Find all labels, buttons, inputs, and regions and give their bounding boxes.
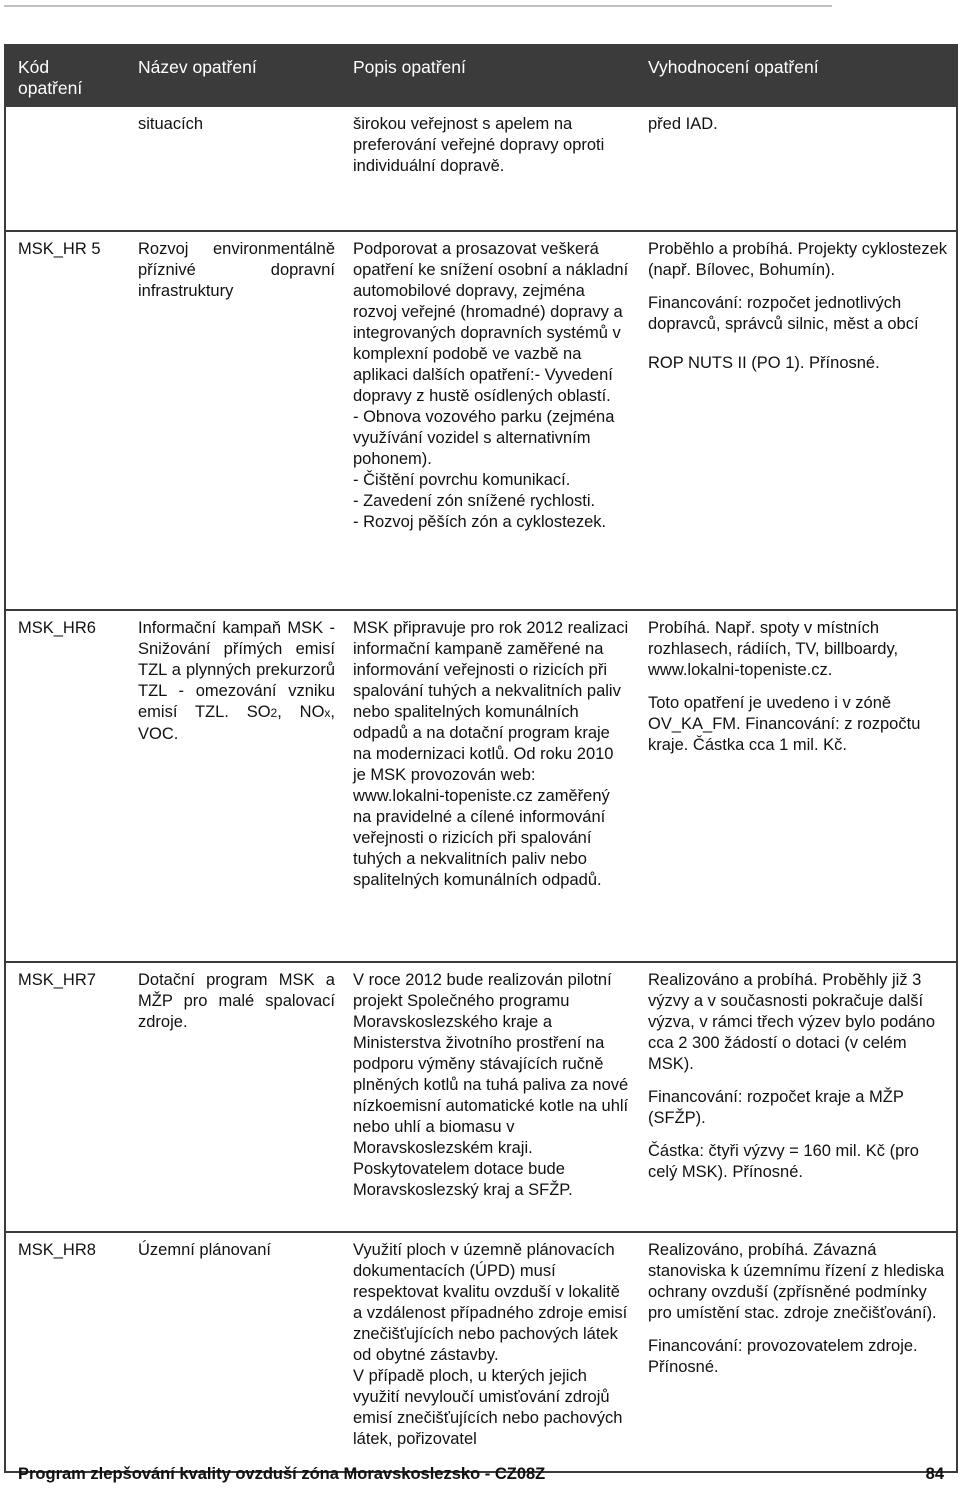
table-row — [5, 231, 957, 610]
row-evaluation: Proběhlo a probíhá. Projekty cyklostezek (např. Bílovec, Bohumín). Financování: rozpočet jednotlivých dopravců, správců silnic, měst a obcí ROP NUTS II (PO 1). Přínosné. — [636, 231, 957, 610]
row-description: Využití ploch v územně plánovacích dokumentacích (ÚPD) musí respektovat kvalitu ovzduší v lokalitě a vzdálenost případného zdroje emisí znečišťujících nebo pachových látek od obytné zástavby. V případě ploch, u kterých jejich využití nevyloučí umisťování zdrojů emisí znečišťujících nebo pachových látek, pořizovatel — [341, 1232, 636, 1472]
footer-title: Program zlepšování kvality ovzduší zóna Moravskoslezsko - CZ08Z — [18, 1465, 546, 1483]
header-description: Popis opatření — [341, 44, 636, 107]
row-evaluation: Realizováno, probíhá. Závazná stanoviska k územnímu řízení z hlediska ochrany ovzduší (zpřísněné podmínky pro umístění stac. zdroje znečišťování). Financování: provozovatelem zdroje. Přínosné. — [636, 1232, 957, 1472]
row-evaluation: před IAD. — [636, 107, 957, 231]
row-name: situacích — [138, 115, 204, 133]
table-row — [5, 107, 957, 231]
top-rule — [4, 5, 832, 7]
row-description: MSK připravuje pro rok 2012 realizaci informační kampaně zaměřené na informování veřejnosti o rizicích při spalování tuhých a nekvalitních paliv nebo spalitelných komunálních odpadů a na dotační program kraje na modernizaci kotlů. Od roku 2010 je MSK provozován web: www.lokalni-topeniste.cz zaměřený na pravidelné a cílené informování veřejnosti o rizicích při spalování tuhých a nekvalitních paliv nebo spalitelných komunálních odpadů. — [341, 610, 636, 962]
row-name: Územní plánovaní — [126, 1232, 341, 1472]
row-name: Rozvoj environmentálně příznivé dopravní infrastruktury — [126, 231, 341, 610]
table-row — [5, 610, 957, 962]
row-description: V roce 2012 bude realizován pilotní projekt Společného programu Moravskoslezského kraje a Ministerstva životního prostření na podporu výměny stávajících ručně plněných kotlů na tuhá paliva za nové nízkoemisní automatické kotle na uhlí nebo uhlí a biomasu v Moravskoslezském kraji. Poskytovatelem dotace bude Moravskoslezský kraj a SFŽP. — [341, 962, 636, 1232]
page-footer — [18, 1465, 944, 1484]
table-row — [5, 1232, 957, 1472]
row-description: Podporovat a prosazovat veškerá opatření ke snížení osobní a nákladní automobilové dopravy, zejména rozvoj veřejné (hromadné) dopravy a integrovaných dopravních systémů v komplexní podobě ve vazbě na aplikaci dalších opatření:- Vyvedení dopravy z hustě osídlených oblastí. - Obnova vozového parku (zejména využívání vozidel s alternativním pohonem). - Čištění povrchu komunikací. - Zavedení zón snížené rychlosti. - Rozvoj pěších zón a cyklostezek. — [341, 231, 636, 610]
row-code: MSK_HR7 — [5, 962, 126, 1232]
row-description: širokou veřejnost s apelem na preferování veřejné dopravy oproti individuální dopravě. — [353, 115, 605, 175]
table-row — [5, 962, 957, 1232]
row-code: MSK_HR8 — [5, 1232, 126, 1472]
header-code: Kód opatření — [5, 44, 126, 107]
row-evaluation: Realizováno a probíhá. Proběhly již 3 výzvy a v současnosti pokračuje další výzva, v rámci třech výzev bylo podáno cca 2 300 žádostí o dotaci (v celém MSK). Financování: rozpočet kraje a MŽP (SFŽP). Částka: čtyři výzvy = 160 mil. Kč (pro celý MSK). Přínosné. — [636, 962, 957, 1232]
measures-table — [4, 44, 958, 1473]
row-name: Informační kampaň MSK - Snižování přímých emisí TZL a plynných prekurzorů TZL - omezování vzniku emisí TZL. SO2, NOx, VOC. — [126, 610, 341, 962]
row-code: MSK_HR6 — [5, 610, 126, 962]
header-evaluation: Vyhodnocení opatření — [636, 44, 957, 107]
table-header-row — [5, 44, 957, 107]
row-name: Dotační program MSK a MŽP pro malé spalovací zdroje. — [126, 962, 341, 1232]
row-code: MSK_HR 5 — [5, 231, 126, 610]
row-code — [5, 107, 126, 231]
header-name: Název opatření — [126, 44, 341, 107]
row-evaluation: Probíhá. Např. spoty v místních rozhlasech, rádiích, TV, billboardy, www.lokalni-topeniste.cz. Toto opatření je uvedeno i v zóně OV_KA_FM. Financování: z rozpočtu kraje. Částka cca 1 mil. Kč. — [636, 610, 957, 962]
page-number: 84 — [925, 1465, 944, 1483]
